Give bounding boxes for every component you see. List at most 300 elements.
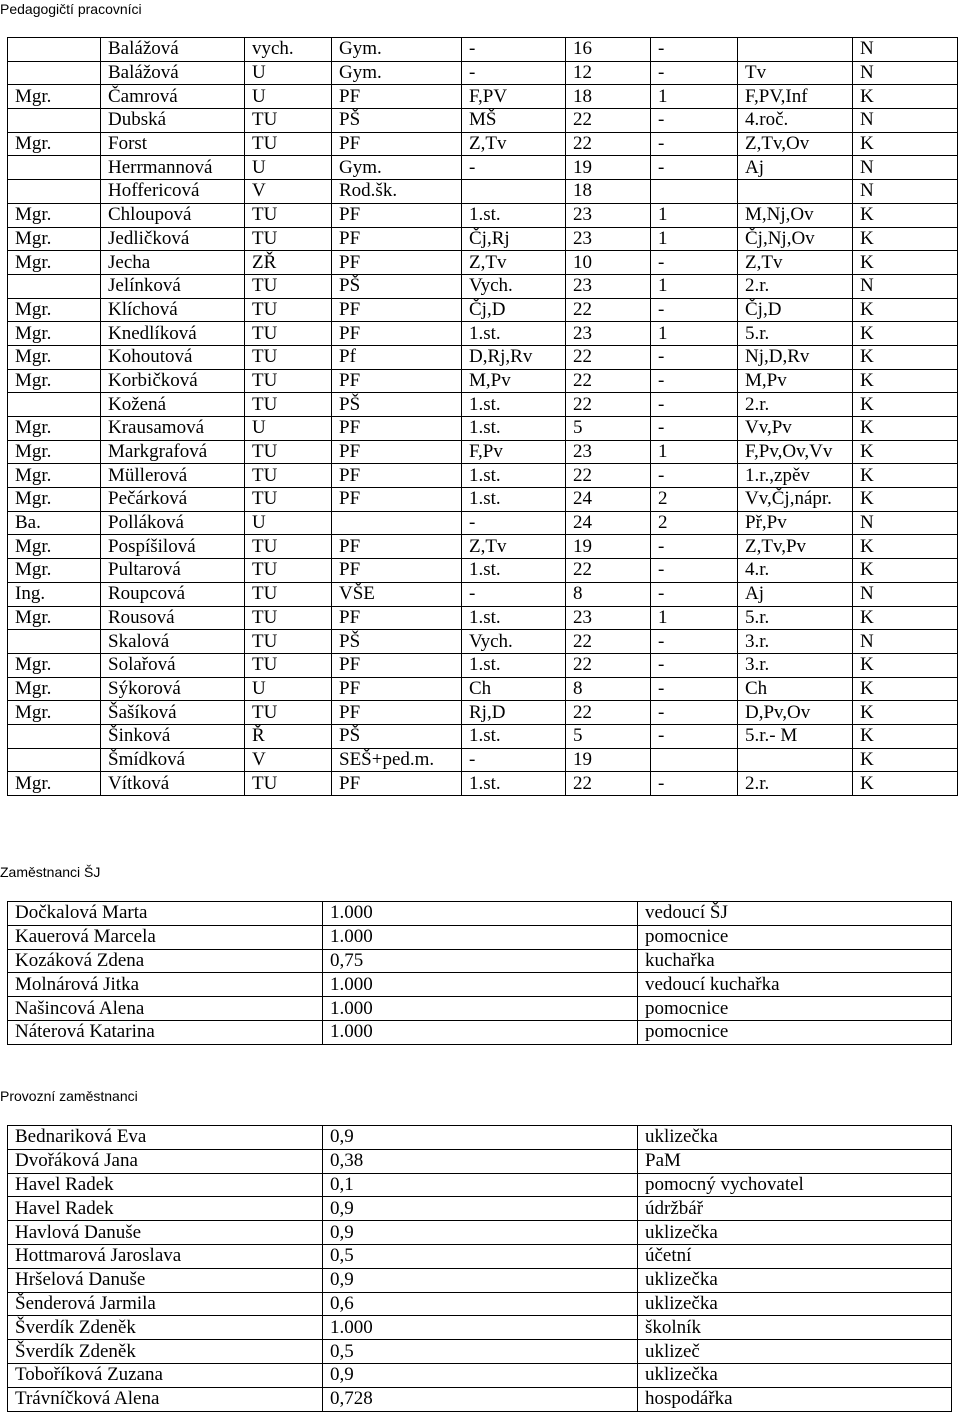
qualification-cell: TU bbox=[245, 274, 332, 298]
school-cell: PF bbox=[332, 535, 462, 559]
table-row bbox=[8, 606, 958, 630]
specialization-cell: MŠ bbox=[462, 109, 566, 133]
surname-cell: Chloupová bbox=[101, 203, 245, 227]
position-cell: pomocný vychovatel bbox=[638, 1173, 952, 1197]
hours-cell: 18 bbox=[566, 85, 651, 109]
title-cell: Mgr. bbox=[8, 417, 101, 441]
specialization-cell: - bbox=[462, 748, 566, 772]
subjects-cell: Z,Tv bbox=[738, 251, 853, 275]
surname-cell: Balážová bbox=[101, 38, 245, 62]
hours-cell: 23 bbox=[566, 227, 651, 251]
fte-cell: 0,5 bbox=[323, 1244, 638, 1268]
hours-cell: 22 bbox=[566, 701, 651, 725]
surname-cell: Klíchová bbox=[101, 298, 245, 322]
name-cell: Dočkalová Marta bbox=[8, 902, 323, 926]
status-cell: K bbox=[853, 251, 958, 275]
subjects-cell: Tv bbox=[738, 61, 853, 85]
fte-cell: 1.000 bbox=[323, 997, 638, 1021]
specialization-cell: 1.st. bbox=[462, 606, 566, 630]
table-row bbox=[8, 322, 958, 346]
surname-cell: Čamrová bbox=[101, 85, 245, 109]
table-row bbox=[8, 1316, 952, 1340]
status-cell: K bbox=[853, 132, 958, 156]
status-cell: K bbox=[853, 298, 958, 322]
table-row bbox=[8, 440, 958, 464]
position-cell: vedoucí kuchařka bbox=[638, 973, 952, 997]
fte-cell: 0,1 bbox=[323, 1173, 638, 1197]
table-row bbox=[8, 1197, 952, 1221]
table-row bbox=[8, 345, 958, 369]
subjects-cell bbox=[738, 748, 853, 772]
specialization-cell: F,Pv bbox=[462, 440, 566, 464]
status-cell: N bbox=[853, 180, 958, 204]
subjects-cell: M,Pv bbox=[738, 369, 853, 393]
specialization-cell: Vych. bbox=[462, 630, 566, 654]
table-row bbox=[8, 653, 958, 677]
table-row bbox=[8, 227, 958, 251]
extra-cell: - bbox=[651, 38, 738, 62]
qualification-cell: vych. bbox=[245, 38, 332, 62]
table-row bbox=[8, 1340, 952, 1364]
qualification-cell: TU bbox=[245, 109, 332, 133]
school-cell: Pf bbox=[332, 345, 462, 369]
extra-cell: - bbox=[651, 653, 738, 677]
title-cell: Mgr. bbox=[8, 559, 101, 583]
specialization-cell: Vych. bbox=[462, 274, 566, 298]
title-cell: Mgr. bbox=[8, 440, 101, 464]
status-cell: N bbox=[853, 630, 958, 654]
table-row bbox=[8, 630, 958, 654]
subjects-cell: Čj,Nj,Ov bbox=[738, 227, 853, 251]
title-cell: Ba. bbox=[8, 511, 101, 535]
table-row bbox=[8, 1149, 952, 1173]
extra-cell: 2 bbox=[651, 511, 738, 535]
position-cell: vedoucí ŠJ bbox=[638, 902, 952, 926]
title-cell: Mgr. bbox=[8, 298, 101, 322]
extra-cell: - bbox=[651, 393, 738, 417]
specialization-cell: Čj,Rj bbox=[462, 227, 566, 251]
title-cell: Ing. bbox=[8, 582, 101, 606]
specialization-cell: F,PV bbox=[462, 85, 566, 109]
position-cell: pomocnice bbox=[638, 997, 952, 1021]
extra-cell: 1 bbox=[651, 440, 738, 464]
status-cell: N bbox=[853, 61, 958, 85]
status-cell: N bbox=[853, 274, 958, 298]
qualification-cell: TU bbox=[245, 369, 332, 393]
subjects-cell: 3.r. bbox=[738, 653, 853, 677]
operations-staff-table bbox=[7, 1125, 952, 1412]
name-cell: Molnárová Jitka bbox=[8, 973, 323, 997]
surname-cell: Pospíšilová bbox=[101, 535, 245, 559]
title-cell bbox=[8, 156, 101, 180]
status-cell: K bbox=[853, 440, 958, 464]
extra-cell bbox=[651, 748, 738, 772]
table-row bbox=[8, 369, 958, 393]
specialization-cell: 1.st. bbox=[462, 417, 566, 441]
position-cell: uklizečka bbox=[638, 1363, 952, 1387]
title-cell: Mgr. bbox=[8, 677, 101, 701]
school-cell: VŠE bbox=[332, 582, 462, 606]
qualification-cell: TU bbox=[245, 298, 332, 322]
school-cell: PF bbox=[332, 606, 462, 630]
table-row bbox=[8, 1363, 952, 1387]
qualification-cell: TU bbox=[245, 630, 332, 654]
extra-cell: 2 bbox=[651, 488, 738, 512]
status-cell: K bbox=[853, 748, 958, 772]
subjects-cell: 5.r. bbox=[738, 606, 853, 630]
subjects-cell: 4.roč. bbox=[738, 109, 853, 133]
status-cell: K bbox=[853, 772, 958, 796]
subjects-cell: F,Pv,Ov,Vv bbox=[738, 440, 853, 464]
title-cell: Mgr. bbox=[8, 701, 101, 725]
hours-cell: 8 bbox=[566, 677, 651, 701]
extra-cell: - bbox=[651, 724, 738, 748]
title-cell: Mgr. bbox=[8, 132, 101, 156]
name-cell: Bednariková Eva bbox=[8, 1126, 323, 1150]
qualification-cell: U bbox=[245, 417, 332, 441]
position-cell: údržbář bbox=[638, 1197, 952, 1221]
name-cell: Kozáková Zdena bbox=[8, 949, 323, 973]
table-row bbox=[8, 559, 958, 583]
position-cell: uklizečka bbox=[638, 1221, 952, 1245]
extra-cell: - bbox=[651, 677, 738, 701]
name-cell: Toboříková Zuzana bbox=[8, 1363, 323, 1387]
specialization-cell: 1.st. bbox=[462, 203, 566, 227]
specialization-cell: 1.st. bbox=[462, 559, 566, 583]
qualification-cell: TU bbox=[245, 393, 332, 417]
surname-cell: Balážová bbox=[101, 61, 245, 85]
subjects-cell: Aj bbox=[738, 582, 853, 606]
surname-cell: Korbičková bbox=[101, 369, 245, 393]
title-cell bbox=[8, 393, 101, 417]
qualification-cell: TU bbox=[245, 606, 332, 630]
title-cell bbox=[8, 61, 101, 85]
subjects-cell: 3.r. bbox=[738, 630, 853, 654]
fte-cell: 0,5 bbox=[323, 1340, 638, 1364]
fte-cell: 0,9 bbox=[323, 1221, 638, 1245]
hours-cell: 22 bbox=[566, 132, 651, 156]
qualification-cell: TU bbox=[245, 203, 332, 227]
school-cell: PF bbox=[332, 417, 462, 441]
school-cell: PF bbox=[332, 85, 462, 109]
specialization-cell: 1.st. bbox=[462, 393, 566, 417]
specialization-cell: Z,Tv bbox=[462, 251, 566, 275]
school-cell: PF bbox=[332, 701, 462, 725]
specialization-cell: Rj,D bbox=[462, 701, 566, 725]
school-cell: PŠ bbox=[332, 274, 462, 298]
status-cell: K bbox=[853, 227, 958, 251]
title-cell: Mgr. bbox=[8, 606, 101, 630]
title-cell bbox=[8, 180, 101, 204]
table-row bbox=[8, 61, 958, 85]
status-cell: K bbox=[853, 535, 958, 559]
hours-cell: 24 bbox=[566, 511, 651, 535]
qualification-cell: TU bbox=[245, 582, 332, 606]
surname-cell: Forst bbox=[101, 132, 245, 156]
hours-cell: 23 bbox=[566, 274, 651, 298]
extra-cell: - bbox=[651, 109, 738, 133]
table-row bbox=[8, 1126, 952, 1150]
surname-cell: Jedličková bbox=[101, 227, 245, 251]
status-cell: K bbox=[853, 417, 958, 441]
qualification-cell: TU bbox=[245, 227, 332, 251]
hours-cell: 19 bbox=[566, 156, 651, 180]
qualification-cell: TU bbox=[245, 535, 332, 559]
status-cell: K bbox=[853, 369, 958, 393]
school-cell: PF bbox=[332, 298, 462, 322]
qualification-cell: TU bbox=[245, 345, 332, 369]
qualification-cell: TU bbox=[245, 772, 332, 796]
fte-cell: 0,728 bbox=[323, 1387, 638, 1411]
position-cell: pomocnice bbox=[638, 925, 952, 949]
status-cell: K bbox=[853, 677, 958, 701]
qualification-cell: TU bbox=[245, 464, 332, 488]
fte-cell: 0,9 bbox=[323, 1363, 638, 1387]
school-cell bbox=[332, 511, 462, 535]
hours-cell: 18 bbox=[566, 180, 651, 204]
title-cell: Mgr. bbox=[8, 227, 101, 251]
title-cell: Mgr. bbox=[8, 653, 101, 677]
hours-cell: 12 bbox=[566, 61, 651, 85]
specialization-cell: Čj,D bbox=[462, 298, 566, 322]
extra-cell: 1 bbox=[651, 322, 738, 346]
specialization-cell: 1.st. bbox=[462, 322, 566, 346]
table-row bbox=[8, 85, 958, 109]
school-cell: PŠ bbox=[332, 630, 462, 654]
title-cell: Mgr. bbox=[8, 322, 101, 346]
specialization-cell: - bbox=[462, 511, 566, 535]
subjects-cell: 4.r. bbox=[738, 559, 853, 583]
teachers-table bbox=[7, 37, 958, 796]
extra-cell: - bbox=[651, 582, 738, 606]
table-row bbox=[8, 1244, 952, 1268]
extra-cell: - bbox=[651, 369, 738, 393]
title-cell bbox=[8, 274, 101, 298]
subjects-cell bbox=[738, 180, 853, 204]
fte-cell: 1.000 bbox=[323, 902, 638, 926]
title-cell: Mgr. bbox=[8, 535, 101, 559]
title-cell: Mgr. bbox=[8, 772, 101, 796]
status-cell: K bbox=[853, 724, 958, 748]
table-row bbox=[8, 38, 958, 62]
specialization-cell: - bbox=[462, 156, 566, 180]
name-cell: Dvořáková Jana bbox=[8, 1149, 323, 1173]
fte-cell: 0,38 bbox=[323, 1149, 638, 1173]
qualification-cell: TU bbox=[245, 132, 332, 156]
table-row bbox=[8, 1268, 952, 1292]
extra-cell: - bbox=[651, 61, 738, 85]
hours-cell: 23 bbox=[566, 606, 651, 630]
surname-cell: Herrmannová bbox=[101, 156, 245, 180]
qualification-cell: TU bbox=[245, 322, 332, 346]
table-row bbox=[8, 902, 952, 926]
table-row bbox=[8, 997, 952, 1021]
extra-cell bbox=[651, 180, 738, 204]
hours-cell: 5 bbox=[566, 417, 651, 441]
table-row bbox=[8, 949, 952, 973]
extra-cell: 1 bbox=[651, 606, 738, 630]
extra-cell: - bbox=[651, 630, 738, 654]
extra-cell: - bbox=[651, 559, 738, 583]
qualification-cell: U bbox=[245, 677, 332, 701]
hours-cell: 19 bbox=[566, 748, 651, 772]
subjects-cell: Nj,D,Rv bbox=[738, 345, 853, 369]
hours-cell: 22 bbox=[566, 630, 651, 654]
name-cell: Havlová Danuše bbox=[8, 1221, 323, 1245]
school-cell: PF bbox=[332, 227, 462, 251]
subjects-cell: Z,Tv,Pv bbox=[738, 535, 853, 559]
qualification-cell: U bbox=[245, 85, 332, 109]
subjects-cell bbox=[738, 38, 853, 62]
status-cell: K bbox=[853, 85, 958, 109]
hours-cell: 22 bbox=[566, 298, 651, 322]
extra-cell: - bbox=[651, 701, 738, 725]
fte-cell: 1.000 bbox=[323, 973, 638, 997]
specialization-cell: D,Rj,Rv bbox=[462, 345, 566, 369]
table-row bbox=[8, 132, 958, 156]
qualification-cell: V bbox=[245, 748, 332, 772]
specialization-cell: - bbox=[462, 582, 566, 606]
surname-cell: Solařová bbox=[101, 653, 245, 677]
subjects-cell: 5.r.- M bbox=[738, 724, 853, 748]
subjects-cell: Ch bbox=[738, 677, 853, 701]
name-cell: Šverdík Zdeněk bbox=[8, 1316, 323, 1340]
hours-cell: 10 bbox=[566, 251, 651, 275]
surname-cell: Polláková bbox=[101, 511, 245, 535]
position-cell: školník bbox=[638, 1316, 952, 1340]
subjects-cell: Př,Pv bbox=[738, 511, 853, 535]
hours-cell: 22 bbox=[566, 772, 651, 796]
table-row bbox=[8, 203, 958, 227]
school-cell: PF bbox=[332, 488, 462, 512]
school-cell: Gym. bbox=[332, 38, 462, 62]
title-cell: Mgr. bbox=[8, 369, 101, 393]
position-cell: uklizečka bbox=[638, 1292, 952, 1316]
teachers-section-title: Pedagogičtí pracovníci bbox=[0, 1, 142, 17]
school-cell: PF bbox=[332, 772, 462, 796]
title-cell: Mgr. bbox=[8, 203, 101, 227]
surname-cell: Krausamová bbox=[101, 417, 245, 441]
status-cell: K bbox=[853, 203, 958, 227]
status-cell: K bbox=[853, 322, 958, 346]
name-cell: Havel Radek bbox=[8, 1173, 323, 1197]
table-row bbox=[8, 1292, 952, 1316]
status-cell: K bbox=[853, 559, 958, 583]
specialization-cell: Z,Tv bbox=[462, 132, 566, 156]
position-cell: kuchařka bbox=[638, 949, 952, 973]
surname-cell: Jecha bbox=[101, 251, 245, 275]
extra-cell: - bbox=[651, 535, 738, 559]
specialization-cell: - bbox=[462, 38, 566, 62]
subjects-cell: F,PV,Inf bbox=[738, 85, 853, 109]
hours-cell: 5 bbox=[566, 724, 651, 748]
title-cell: Mgr. bbox=[8, 251, 101, 275]
surname-cell: Šašíková bbox=[101, 701, 245, 725]
status-cell: K bbox=[853, 488, 958, 512]
name-cell: Šverdík Zdeněk bbox=[8, 1340, 323, 1364]
extra-cell: - bbox=[651, 464, 738, 488]
status-cell: K bbox=[853, 464, 958, 488]
qualification-cell: TU bbox=[245, 701, 332, 725]
surname-cell: Šinková bbox=[101, 724, 245, 748]
table-row bbox=[8, 724, 958, 748]
status-cell: K bbox=[853, 345, 958, 369]
surname-cell: Müllerová bbox=[101, 464, 245, 488]
hours-cell: 22 bbox=[566, 393, 651, 417]
extra-cell: - bbox=[651, 251, 738, 275]
status-cell: N bbox=[853, 511, 958, 535]
position-cell: PaM bbox=[638, 1149, 952, 1173]
school-cell: PF bbox=[332, 677, 462, 701]
surname-cell: Kohoutová bbox=[101, 345, 245, 369]
specialization-cell bbox=[462, 180, 566, 204]
table-row bbox=[8, 582, 958, 606]
title-cell: Mgr. bbox=[8, 488, 101, 512]
hours-cell: 22 bbox=[566, 369, 651, 393]
status-cell: N bbox=[853, 38, 958, 62]
title-cell: Mgr. bbox=[8, 85, 101, 109]
subjects-cell: 1.r.,zpěv bbox=[738, 464, 853, 488]
surname-cell: Pultarová bbox=[101, 559, 245, 583]
table-row bbox=[8, 535, 958, 559]
name-cell: Šenderová Jarmila bbox=[8, 1292, 323, 1316]
specialization-cell: 1.st. bbox=[462, 724, 566, 748]
name-cell: Trávníčková Alena bbox=[8, 1387, 323, 1411]
school-cell: PŠ bbox=[332, 109, 462, 133]
status-cell: K bbox=[853, 606, 958, 630]
table-row bbox=[8, 701, 958, 725]
school-cell: Rod.šk. bbox=[332, 180, 462, 204]
position-cell: uklizečka bbox=[638, 1126, 952, 1150]
fte-cell: 0,9 bbox=[323, 1268, 638, 1292]
hours-cell: 22 bbox=[566, 559, 651, 583]
table-row bbox=[8, 511, 958, 535]
specialization-cell: - bbox=[462, 61, 566, 85]
status-cell: K bbox=[853, 701, 958, 725]
table-row bbox=[8, 274, 958, 298]
school-cell: PF bbox=[332, 251, 462, 275]
extra-cell: 1 bbox=[651, 203, 738, 227]
status-cell: K bbox=[853, 653, 958, 677]
table-row bbox=[8, 109, 958, 133]
surname-cell: Rousová bbox=[101, 606, 245, 630]
extra-cell: - bbox=[651, 345, 738, 369]
specialization-cell: Ch bbox=[462, 677, 566, 701]
qualification-cell: ZŘ bbox=[245, 251, 332, 275]
hours-cell: 24 bbox=[566, 488, 651, 512]
surname-cell: Šmídková bbox=[101, 748, 245, 772]
surname-cell: Kožená bbox=[101, 393, 245, 417]
school-cell: PF bbox=[332, 440, 462, 464]
hours-cell: 22 bbox=[566, 109, 651, 133]
school-cell: PF bbox=[332, 369, 462, 393]
surname-cell: Sýkorová bbox=[101, 677, 245, 701]
qualification-cell: Ř bbox=[245, 724, 332, 748]
hours-cell: 23 bbox=[566, 322, 651, 346]
fte-cell: 0,6 bbox=[323, 1292, 638, 1316]
extra-cell: 1 bbox=[651, 227, 738, 251]
surname-cell: Markgrafová bbox=[101, 440, 245, 464]
table-row bbox=[8, 677, 958, 701]
surname-cell: Hoffericová bbox=[101, 180, 245, 204]
position-cell: pomocnice bbox=[638, 1020, 952, 1044]
school-cell: PF bbox=[332, 322, 462, 346]
table-row bbox=[8, 1387, 952, 1411]
position-cell: hospodářka bbox=[638, 1387, 952, 1411]
surname-cell: Skalová bbox=[101, 630, 245, 654]
subjects-cell: 5.r. bbox=[738, 322, 853, 346]
status-cell: K bbox=[853, 393, 958, 417]
